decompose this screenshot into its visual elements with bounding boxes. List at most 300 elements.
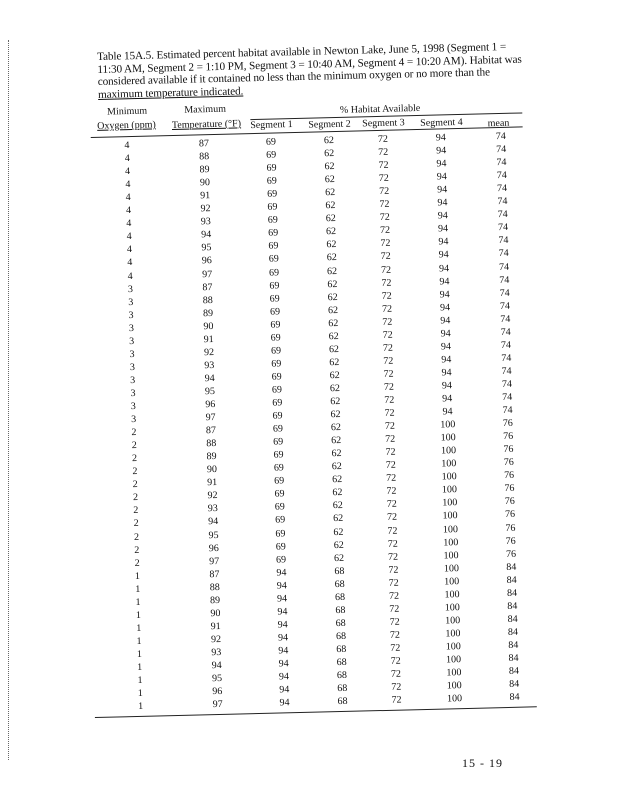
cell-max-temp: 87	[202, 281, 213, 293]
cell-segment-1: 69	[273, 449, 284, 461]
cell-segment-4: 94	[438, 236, 449, 248]
cell-segment-1: 94	[277, 606, 288, 618]
header-max-temp-line1: Maximum	[184, 103, 227, 116]
header-segment-1: Segment 1	[250, 119, 293, 132]
cell-segment-4: 100	[446, 680, 462, 692]
cell-segment-1: 94	[277, 632, 289, 644]
header-min-oxygen-line1: Minimum	[106, 105, 148, 118]
cell-segment-1: 69	[270, 319, 281, 331]
cell-segment-1: 69	[266, 175, 278, 187]
cell-min-oxygen: 1	[136, 635, 142, 647]
cell-segment-3: 72	[386, 499, 397, 511]
cell-min-oxygen: 4	[126, 244, 133, 256]
cell-segment-4: 94	[441, 354, 452, 366]
cell-segment-4: 100	[442, 523, 459, 536]
cell-segment-2: 62	[329, 369, 340, 382]
cell-min-oxygen: 3	[128, 322, 135, 334]
cell-max-temp: 94	[204, 372, 215, 385]
cell-max-temp: 90	[206, 464, 218, 476]
cell-min-oxygen: 3	[130, 400, 136, 413]
cell-segment-2: 68	[335, 604, 346, 616]
cell-max-temp: 88	[206, 438, 217, 450]
cell-segment-2: 62	[325, 187, 336, 199]
cell-segment-3: 72	[388, 590, 400, 602]
cell-mean: 76	[505, 535, 516, 547]
cell-max-temp: 95	[204, 385, 216, 398]
cell-max-temp: 95	[211, 672, 223, 685]
cell-segment-3: 72	[384, 420, 396, 432]
cell-min-oxygen: 1	[137, 687, 143, 700]
cell-min-oxygen: 4	[125, 192, 131, 204]
header-habitat-group: % Habitat Available	[339, 102, 421, 116]
cell-mean: 76	[503, 457, 514, 469]
cell-mean: 76	[505, 522, 516, 534]
cell-segment-1: 69	[268, 266, 280, 279]
cell-min-oxygen: 1	[137, 674, 143, 687]
cell-mean: 84	[506, 587, 518, 599]
cell-max-temp: 89	[209, 594, 221, 606]
cell-max-temp: 88	[199, 151, 210, 163]
cell-max-temp: 93	[207, 503, 218, 515]
cell-segment-3: 72	[382, 316, 393, 328]
cell-min-oxygen: 3	[127, 283, 134, 295]
cell-max-temp: 88	[202, 294, 213, 306]
cell-segment-2: 62	[332, 500, 343, 512]
cell-mean: 74	[497, 209, 508, 221]
cell-segment-3: 72	[385, 433, 396, 446]
cell-mean: 76	[504, 483, 515, 495]
cell-min-oxygen: 4	[127, 257, 133, 269]
cell-mean: 84	[507, 613, 518, 625]
cell-segment-1: 69	[274, 488, 285, 500]
cell-min-oxygen: 1	[136, 648, 143, 660]
cell-segment-1: 69	[272, 397, 283, 409]
cell-max-temp: 91	[200, 190, 211, 202]
cell-segment-3: 72	[386, 485, 397, 498]
cell-max-temp: 92	[203, 346, 215, 359]
cell-segment-3: 72	[382, 329, 393, 341]
cell-max-temp: 97	[212, 699, 223, 711]
cell-segment-3: 72	[391, 681, 402, 693]
cell-max-temp: 96	[205, 399, 216, 411]
cell-max-temp: 89	[199, 164, 210, 176]
cell-mean: 74	[496, 169, 507, 182]
cell-mean: 76	[504, 509, 516, 521]
cell-mean: 74	[500, 313, 511, 325]
cell-segment-1: 69	[268, 227, 279, 240]
cell-max-temp: 96	[212, 686, 223, 698]
cell-mean: 84	[507, 626, 519, 638]
cell-segment-3: 72	[379, 198, 390, 211]
cell-mean: 76	[505, 548, 517, 560]
cell-segment-1: 69	[269, 306, 281, 318]
cell-max-temp: 90	[203, 320, 214, 332]
cell-segment-3: 72	[385, 459, 396, 472]
cell-segment-4: 94	[442, 393, 453, 405]
cell-segment-2: 62	[331, 435, 342, 447]
cell-segment-4: 100	[444, 588, 460, 601]
cell-max-temp: 94	[201, 229, 212, 241]
cell-mean: 76	[503, 470, 515, 482]
cell-mean: 74	[499, 287, 510, 299]
cell-min-oxygen: 4	[126, 218, 132, 230]
cell-max-temp: 96	[201, 255, 212, 267]
cell-mean: 74	[496, 143, 507, 156]
cell-min-oxygen: 1	[135, 596, 141, 608]
cell-max-temp: 91	[207, 477, 218, 489]
cell-segment-4: 100	[442, 497, 458, 509]
cell-segment-3: 72	[390, 655, 401, 667]
cell-segment-4: 100	[446, 693, 463, 705]
cell-segment-4: 94	[436, 145, 447, 157]
cell-segment-4: 100	[444, 575, 460, 588]
cell-segment-4: 94	[439, 301, 451, 314]
cell-segment-1: 69	[271, 384, 283, 396]
cell-segment-1: 69	[267, 188, 278, 200]
cell-segment-2: 62	[324, 174, 335, 186]
cell-mean: 74	[497, 222, 509, 234]
cell-segment-1: 69	[268, 253, 279, 266]
cell-mean: 84	[509, 678, 520, 691]
cell-min-oxygen: 4	[125, 179, 131, 191]
cell-segment-3: 72	[379, 185, 390, 198]
cell-segment-1: 94	[276, 593, 288, 605]
cell-mean: 76	[503, 443, 514, 456]
cell-segment-4: 94	[437, 223, 449, 235]
cell-mean: 84	[508, 639, 519, 651]
cell-min-oxygen: 1	[135, 583, 141, 595]
cell-mean: 74	[501, 352, 512, 364]
cell-segment-1: 94	[278, 671, 290, 683]
cell-min-oxygen: 3	[128, 309, 134, 321]
cell-segment-4: 100	[441, 471, 457, 483]
cell-segment-2: 62	[325, 226, 337, 238]
cell-segment-4: 100	[443, 562, 460, 575]
cell-min-oxygen: 2	[132, 479, 138, 491]
cell-min-oxygen: 1	[138, 701, 144, 713]
cell-max-temp: 93	[204, 359, 215, 372]
cell-segment-2: 62	[333, 513, 344, 525]
cell-segment-1: 69	[271, 358, 282, 370]
cell-segment-2: 62	[327, 291, 338, 303]
cell-segment-3: 72	[380, 238, 391, 250]
cell-segment-2: 62	[332, 474, 343, 486]
cell-segment-2: 68	[335, 630, 347, 643]
cell-max-temp: 87	[198, 138, 210, 150]
cell-segment-3: 72	[380, 251, 391, 263]
cell-segment-3: 72	[382, 342, 394, 354]
cell-segment-4: 100	[445, 614, 461, 627]
cell-min-oxygen: 3	[131, 414, 137, 426]
cell-segment-2: 68	[334, 565, 345, 577]
cell-segment-1: 94	[278, 645, 289, 657]
cell-segment-1: 69	[269, 279, 280, 292]
cell-segment-2: 62	[333, 552, 345, 564]
cell-segment-3: 72	[389, 603, 400, 615]
cell-mean: 74	[500, 326, 511, 338]
cell-min-oxygen: 3	[128, 296, 134, 308]
cell-segment-2: 68	[334, 591, 346, 603]
cell-segment-1: 69	[274, 501, 285, 513]
cell-min-oxygen: 1	[134, 570, 141, 582]
cell-segment-3: 72	[377, 133, 389, 145]
cell-segment-4: 100	[443, 536, 459, 549]
cell-segment-4: 94	[441, 380, 453, 392]
header-mean: mean	[487, 117, 510, 130]
cell-mean: 74	[502, 404, 513, 417]
header-segment-2: Segment 2	[308, 118, 351, 131]
cell-segment-2: 62	[328, 317, 339, 329]
cell-mean: 74	[496, 183, 508, 195]
cell-segment-4: 94	[435, 132, 446, 144]
cell-segment-2: 68	[335, 617, 346, 629]
cell-segment-4: 100	[445, 654, 462, 666]
cell-min-oxygen: 4	[126, 231, 132, 243]
cell-segment-3: 72	[387, 525, 398, 537]
cell-segment-1: 69	[268, 240, 279, 253]
cell-max-temp: 97	[201, 268, 213, 280]
cell-segment-1: 94	[278, 658, 289, 670]
cell-segment-3: 72	[386, 472, 397, 485]
cell-segment-3: 72	[383, 368, 394, 380]
cell-segment-3: 72	[390, 642, 401, 654]
cell-segment-3: 72	[387, 538, 398, 550]
cell-max-temp: 92	[207, 490, 218, 502]
cell-segment-4: 100	[442, 510, 458, 522]
cell-max-temp: 95	[208, 529, 219, 541]
cell-segment-2: 68	[336, 656, 347, 669]
cell-mean: 76	[502, 417, 513, 430]
cell-mean: 84	[508, 665, 520, 677]
cell-segment-4: 94	[437, 197, 448, 209]
cell-segment-4: 100	[440, 445, 457, 457]
cell-mean: 76	[504, 496, 515, 508]
cell-max-temp: 88	[209, 581, 220, 593]
cell-max-temp: 93	[200, 216, 211, 228]
cell-segment-1: 69	[272, 423, 284, 435]
cell-segment-2: 62	[331, 461, 342, 473]
cell-mean: 74	[498, 248, 509, 260]
cell-segment-1: 69	[271, 371, 282, 383]
binding-edge-dots	[8, 40, 9, 760]
cell-segment-3: 72	[386, 512, 398, 524]
cell-segment-2: 62	[326, 252, 337, 264]
cell-segment-1: 69	[266, 149, 277, 161]
cell-min-oxygen: 3	[129, 348, 135, 360]
cell-segment-2: 62	[323, 135, 335, 147]
cell-segment-1: 69	[272, 410, 283, 422]
cell-segment-2: 62	[329, 382, 341, 395]
cell-segment-2: 62	[333, 526, 344, 538]
cell-segment-2: 62	[325, 200, 336, 212]
cell-segment-3: 72	[390, 668, 402, 680]
cell-segment-2: 62	[324, 161, 335, 173]
cell-segment-4: 100	[446, 667, 462, 679]
cell-mean: 84	[509, 691, 520, 704]
cell-segment-2: 62	[325, 213, 336, 225]
cell-min-oxygen: 1	[135, 609, 142, 621]
cell-segment-3: 72	[389, 616, 400, 628]
cell-max-temp: 92	[210, 633, 222, 646]
cell-mean: 74	[495, 130, 506, 143]
cell-mean: 74	[499, 300, 511, 312]
cell-segment-4: 100	[444, 601, 460, 614]
cell-segment-4: 94	[438, 249, 449, 261]
cell-segment-2: 62	[328, 330, 339, 342]
cell-segment-2: 62	[330, 395, 341, 408]
cell-min-oxygen: 2	[133, 518, 139, 530]
cell-min-oxygen: 4	[124, 140, 130, 152]
cell-segment-2: 68	[337, 696, 348, 708]
cell-mean: 74	[499, 274, 510, 286]
cell-segment-4: 94	[436, 158, 447, 170]
cell-segment-4: 94	[437, 210, 448, 222]
cell-mean: 74	[502, 391, 513, 404]
cell-segment-3: 72	[387, 551, 399, 563]
cell-min-oxygen: 2	[131, 440, 137, 452]
cell-segment-1: 94	[276, 566, 287, 579]
cell-mean: 84	[506, 561, 517, 573]
cell-max-temp: 93	[211, 646, 222, 659]
cell-max-temp: 90	[210, 607, 221, 620]
cell-segment-4: 100	[441, 484, 458, 496]
cell-segment-1: 69	[273, 436, 284, 448]
cell-segment-1: 69	[274, 475, 285, 487]
cell-min-oxygen: 2	[134, 557, 140, 569]
caption-underlined-text: maximum temperature indicated.	[97, 85, 244, 101]
cell-max-temp: 87	[209, 568, 220, 580]
cell-segment-3: 72	[379, 212, 390, 224]
cell-segment-1: 69	[270, 332, 281, 344]
cell-segment-4: 94	[441, 367, 452, 379]
cell-min-oxygen: 3	[129, 361, 136, 373]
cell-segment-1: 94	[279, 697, 290, 709]
cell-segment-3: 72	[381, 277, 392, 289]
cell-mean: 84	[506, 574, 517, 586]
cell-min-oxygen: 2	[134, 544, 140, 556]
cell-segment-1: 69	[267, 214, 278, 226]
cell-min-oxygen: 2	[131, 453, 138, 465]
cell-segment-1: 69	[265, 136, 277, 148]
cell-segment-4: 94	[437, 184, 448, 196]
cell-segment-3: 72	[384, 394, 395, 406]
cell-segment-4: 100	[443, 549, 459, 562]
cell-segment-4: 100	[445, 627, 461, 640]
cell-min-oxygen: 4	[124, 153, 130, 165]
cell-segment-4: 100	[441, 458, 457, 470]
cell-segment-2: 68	[336, 669, 348, 682]
cell-min-oxygen: 4	[127, 270, 133, 282]
cell-max-temp: 96	[208, 542, 219, 554]
cell-segment-1: 94	[277, 619, 288, 631]
header-segment-3: Segment 3	[362, 117, 405, 130]
cell-max-temp: 90	[199, 177, 211, 189]
cell-max-temp: 89	[202, 307, 214, 319]
caption-text: Table 15A.5. Estimated percent habitat available in Newton Lake, June 5, 1998 (Segment 1 = 11:30 AM, Segment 2 = 1:10 PM, Segment 3 = 10:40 AM, Segment 4 = 10:20 AM). Habitat was considered available if it contained no less than the minimum oxygen or no more than the	[97, 41, 522, 89]
habitat-table	[90, 96, 545, 727]
header-min-oxygen-line2: Oxygen (ppm)	[97, 119, 156, 132]
cell-min-oxygen: 2	[131, 427, 137, 439]
cell-mean: 74	[496, 156, 507, 169]
cell-min-oxygen: 3	[130, 387, 136, 400]
cell-mean: 76	[503, 430, 514, 443]
header-max-temp-line2: Temperature (°F)	[171, 118, 242, 132]
cell-segment-1: 69	[275, 540, 286, 553]
cell-segment-1: 69	[270, 345, 282, 357]
cell-min-oxygen: 2	[133, 505, 139, 517]
cell-segment-3: 72	[383, 355, 394, 367]
cell-segment-4: 94	[438, 262, 450, 275]
cell-segment-2: 62	[330, 422, 342, 434]
cell-mean: 74	[498, 235, 509, 247]
cell-segment-3: 72	[378, 172, 389, 185]
cell-max-temp: 89	[206, 451, 217, 463]
cell-min-oxygen: 2	[133, 531, 140, 543]
cell-segment-2: 62	[327, 278, 338, 290]
cell-segment-2: 62	[326, 265, 338, 277]
cell-segment-1: 69	[266, 162, 277, 174]
cell-segment-3: 72	[388, 577, 399, 589]
cell-min-oxygen: 3	[129, 335, 135, 347]
cell-segment-2: 62	[324, 148, 335, 160]
cell-segment-2: 68	[334, 578, 345, 590]
cell-mean: 74	[497, 196, 508, 208]
cell-segment-4: 94	[440, 314, 451, 327]
cell-max-temp: 92	[200, 203, 211, 215]
cell-min-oxygen: 3	[130, 374, 136, 386]
cell-min-oxygen: 1	[136, 622, 142, 634]
cell-segment-3: 72	[388, 564, 399, 576]
cell-segment-3: 72	[379, 225, 391, 237]
cell-segment-3: 72	[380, 264, 392, 276]
cell-segment-2: 62	[326, 239, 337, 251]
cell-max-temp: 94	[208, 516, 219, 528]
cell-segment-3: 72	[389, 629, 401, 641]
cell-max-temp: 97	[209, 555, 220, 567]
cell-max-temp: 97	[205, 412, 216, 424]
cell-segment-4: 100	[440, 432, 456, 444]
cell-min-oxygen: 4	[124, 166, 131, 178]
cell-segment-2: 62	[331, 448, 342, 460]
cell-mean: 74	[498, 261, 510, 273]
cell-segment-1: 69	[275, 514, 286, 527]
cell-min-oxygen: 1	[137, 661, 143, 674]
cell-segment-2: 62	[330, 409, 341, 421]
cell-segment-3: 72	[384, 407, 395, 419]
cell-segment-2: 62	[327, 304, 339, 316]
cell-min-oxygen: 2	[132, 466, 138, 478]
cell-max-temp: 95	[201, 242, 212, 254]
cell-mean: 74	[501, 378, 513, 390]
cell-segment-2: 62	[333, 539, 344, 551]
cell-segment-4: 94	[439, 288, 450, 301]
cell-segment-3: 72	[381, 290, 392, 302]
cell-segment-1: 69	[275, 553, 287, 566]
cell-segment-4: 94	[440, 341, 452, 353]
cell-segment-3: 72	[383, 381, 395, 393]
cell-segment-1: 69	[269, 293, 280, 305]
cell-mean: 84	[507, 600, 518, 612]
cell-segment-2: 62	[328, 343, 340, 356]
cell-segment-4: 94	[440, 328, 451, 340]
cell-segment-2: 68	[337, 682, 348, 695]
cell-segment-1: 94	[279, 684, 290, 696]
cell-min-oxygen: 4	[125, 205, 132, 217]
cell-max-temp: 91	[210, 620, 221, 633]
cell-segment-4: 100	[440, 419, 456, 431]
cell-segment-3: 72	[378, 159, 389, 172]
cell-max-temp: 94	[211, 659, 222, 672]
